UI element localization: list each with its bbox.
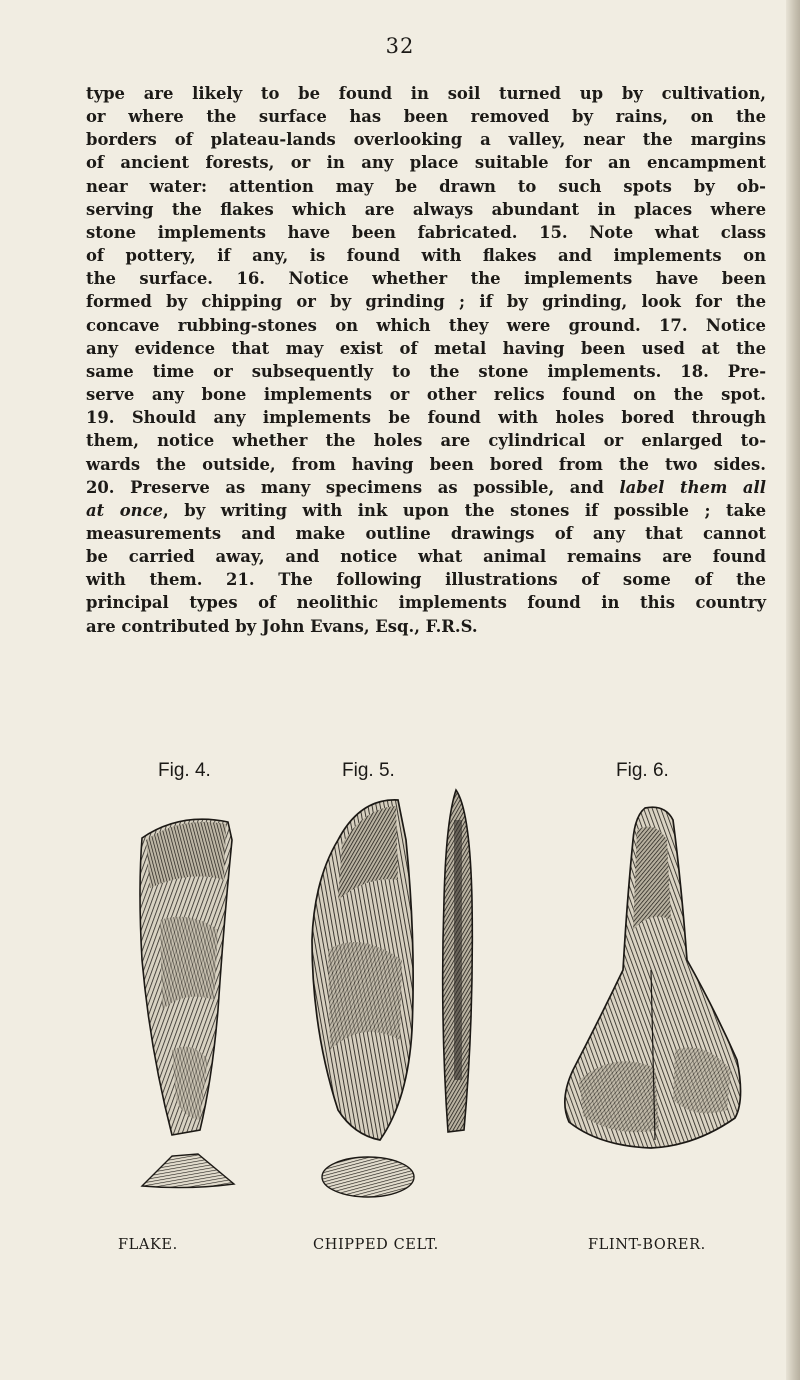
text-line: be carried away, and notice what animal remains are found — [86, 547, 766, 567]
text-line: same time or subsequently to the stone implements. 18. Pre- — [86, 361, 766, 381]
figure-caption-flake: FLAKE. — [118, 1237, 178, 1253]
text-line-with-italic — [86, 499, 766, 522]
flake-section-illustration — [138, 1150, 238, 1192]
text-line: measurements and make outline drawings of any that cannot — [86, 523, 766, 543]
figure-caption-chipped-celt: CHIPPED CELT. — [313, 1237, 439, 1253]
figure-label-6: Fig. 6. — [616, 760, 669, 781]
italic-phrase: at once — [86, 500, 163, 520]
text-line: 19. Should any implements be found with holes bored through — [86, 408, 766, 428]
chipped-celt-section-illustration — [318, 1152, 418, 1202]
body-paragraph — [86, 82, 766, 638]
chipped-celt-illustration — [298, 780, 498, 1145]
text-line: wards the outside, from having been bored from the two sides. — [86, 454, 766, 474]
text-line: formed by chipping or by grinding ; if by grinding, look for the — [86, 292, 766, 312]
figure-label-5: Fig. 5. — [342, 760, 395, 781]
text-line: stone implements have been fabricated. 15. Note what class — [86, 222, 766, 242]
italic-phrase: label them all — [619, 477, 766, 497]
text-line: serve any bone implements or other relics found on the spot. — [86, 385, 766, 405]
text-line: of pottery, if any, is found with flakes and implements on — [86, 246, 766, 266]
text-line: of ancient forests, or in any place suitable for an encampment — [86, 153, 766, 173]
text-line: serving the flakes which are always abundant in places where — [86, 199, 766, 219]
text-line: principal types of neolithic implements found in this country — [86, 593, 766, 613]
figure-label-4: Fig. 4. — [158, 760, 211, 781]
page-edge-shadow — [786, 0, 800, 1380]
figure-caption-flint-borer: FLINT-BORER. — [588, 1237, 706, 1253]
flint-borer-illustration — [555, 800, 755, 1160]
text-line: type are likely to be found in soil turned up by cultivation, — [86, 84, 766, 103]
page-number: 32 — [385, 34, 415, 58]
text-line: borders of plateau-lands overlooking a valley, near the margins — [86, 130, 766, 150]
text-segment: , by writing with ink upon the stones if possible ; take — [163, 500, 767, 520]
text-line: any evidence that may exist of metal having been used at the — [86, 338, 766, 358]
text-line: them, notice whether the holes are cylindrical or enlarged to- — [86, 431, 766, 451]
flake-illustration — [120, 800, 250, 1140]
text-line: concave rubbing-stones on which they were ground. 17. Notice — [86, 315, 766, 335]
text-line: the surface. 16. Notice whether the implements have been — [86, 269, 766, 289]
text-line-with-italic — [86, 476, 766, 499]
text-line: near water: attention may be drawn to such spots by ob- — [86, 176, 766, 196]
text-segment: 20. Preserve as many specimens as possible, and — [86, 477, 604, 497]
text-line: with them. 21. The following illustrations of some of the — [86, 570, 766, 590]
text-line: are contributed by John Evans, Esq., F.R.S. — [86, 616, 478, 636]
text-line: or where the surface has been removed by rains, on the — [86, 107, 766, 127]
